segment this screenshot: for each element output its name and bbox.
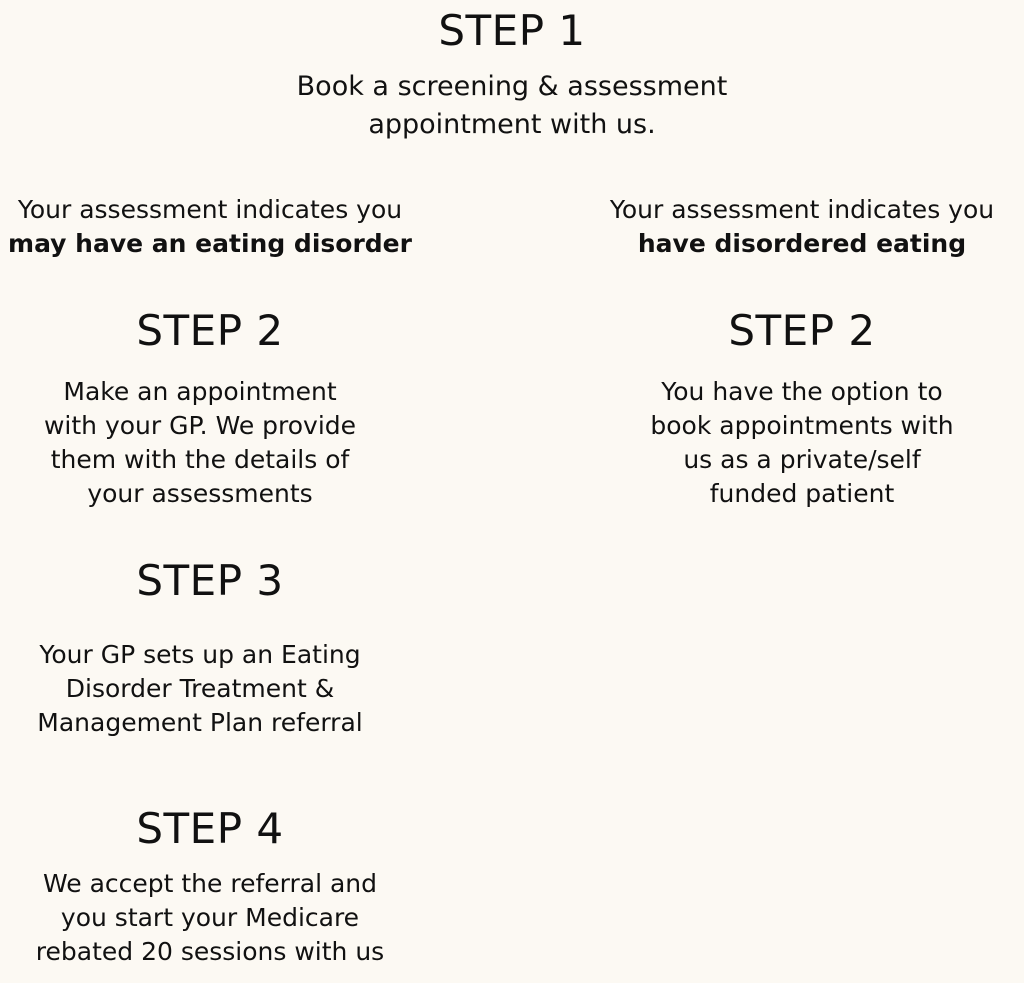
right-step2-line-1: You have the option to (661, 377, 943, 406)
right-intro-line: Your assessment indicates you (609, 195, 995, 224)
right-step2-title: STEP 2 (728, 306, 876, 355)
left-step2-description (0, 375, 400, 511)
step1-section (212, 6, 812, 55)
left-step4-line-3: rebated 20 sessions with us (35, 937, 385, 966)
right-step2-line-4: funded patient (709, 479, 895, 508)
right-intro-bold: have disordered eating (637, 229, 967, 258)
left-step3-title: STEP 3 (136, 556, 284, 605)
left-step2-title-wrap (0, 306, 420, 355)
left-step4-title-wrap (0, 804, 420, 853)
left-step2-line-1: Make an appointment (63, 377, 337, 406)
left-step2-line-3: them with the details of (50, 445, 350, 474)
step1-line-2: appointment with us. (368, 109, 656, 140)
left-step3-title-wrap (0, 556, 420, 605)
step1-title: STEP 1 (438, 6, 586, 55)
left-step2-line-4: your assessments (87, 479, 313, 508)
left-step3-description (0, 638, 400, 740)
left-step4-line-1: We accept the referral and (42, 869, 378, 898)
right-step2-description (602, 375, 1002, 511)
right-step2-line-2: book appointments with (650, 411, 954, 440)
left-intro-bold: may have an eating disorder (8, 229, 412, 258)
left-step3-line-3: Management Plan referral (37, 708, 363, 737)
left-step2-line-2: with your GP. We provide (43, 411, 357, 440)
step1-description (212, 68, 812, 144)
right-intro (592, 193, 1012, 261)
right-step2-line-3: us as a private/self (683, 445, 921, 474)
left-step3-line-2: Disorder Treatment & (65, 674, 335, 703)
left-step4-line-2: you start your Medicare (60, 903, 360, 932)
step1-line-1: Book a screening & assessment (296, 71, 728, 102)
left-intro (0, 193, 420, 261)
left-step2-title: STEP 2 (136, 306, 284, 355)
right-step2-title-wrap (592, 306, 1012, 355)
left-step4-title: STEP 4 (136, 804, 284, 853)
left-step4-description (0, 867, 420, 969)
left-intro-line: Your assessment indicates you (17, 195, 403, 224)
left-step3-line-1: Your GP sets up an Eating (39, 640, 361, 669)
